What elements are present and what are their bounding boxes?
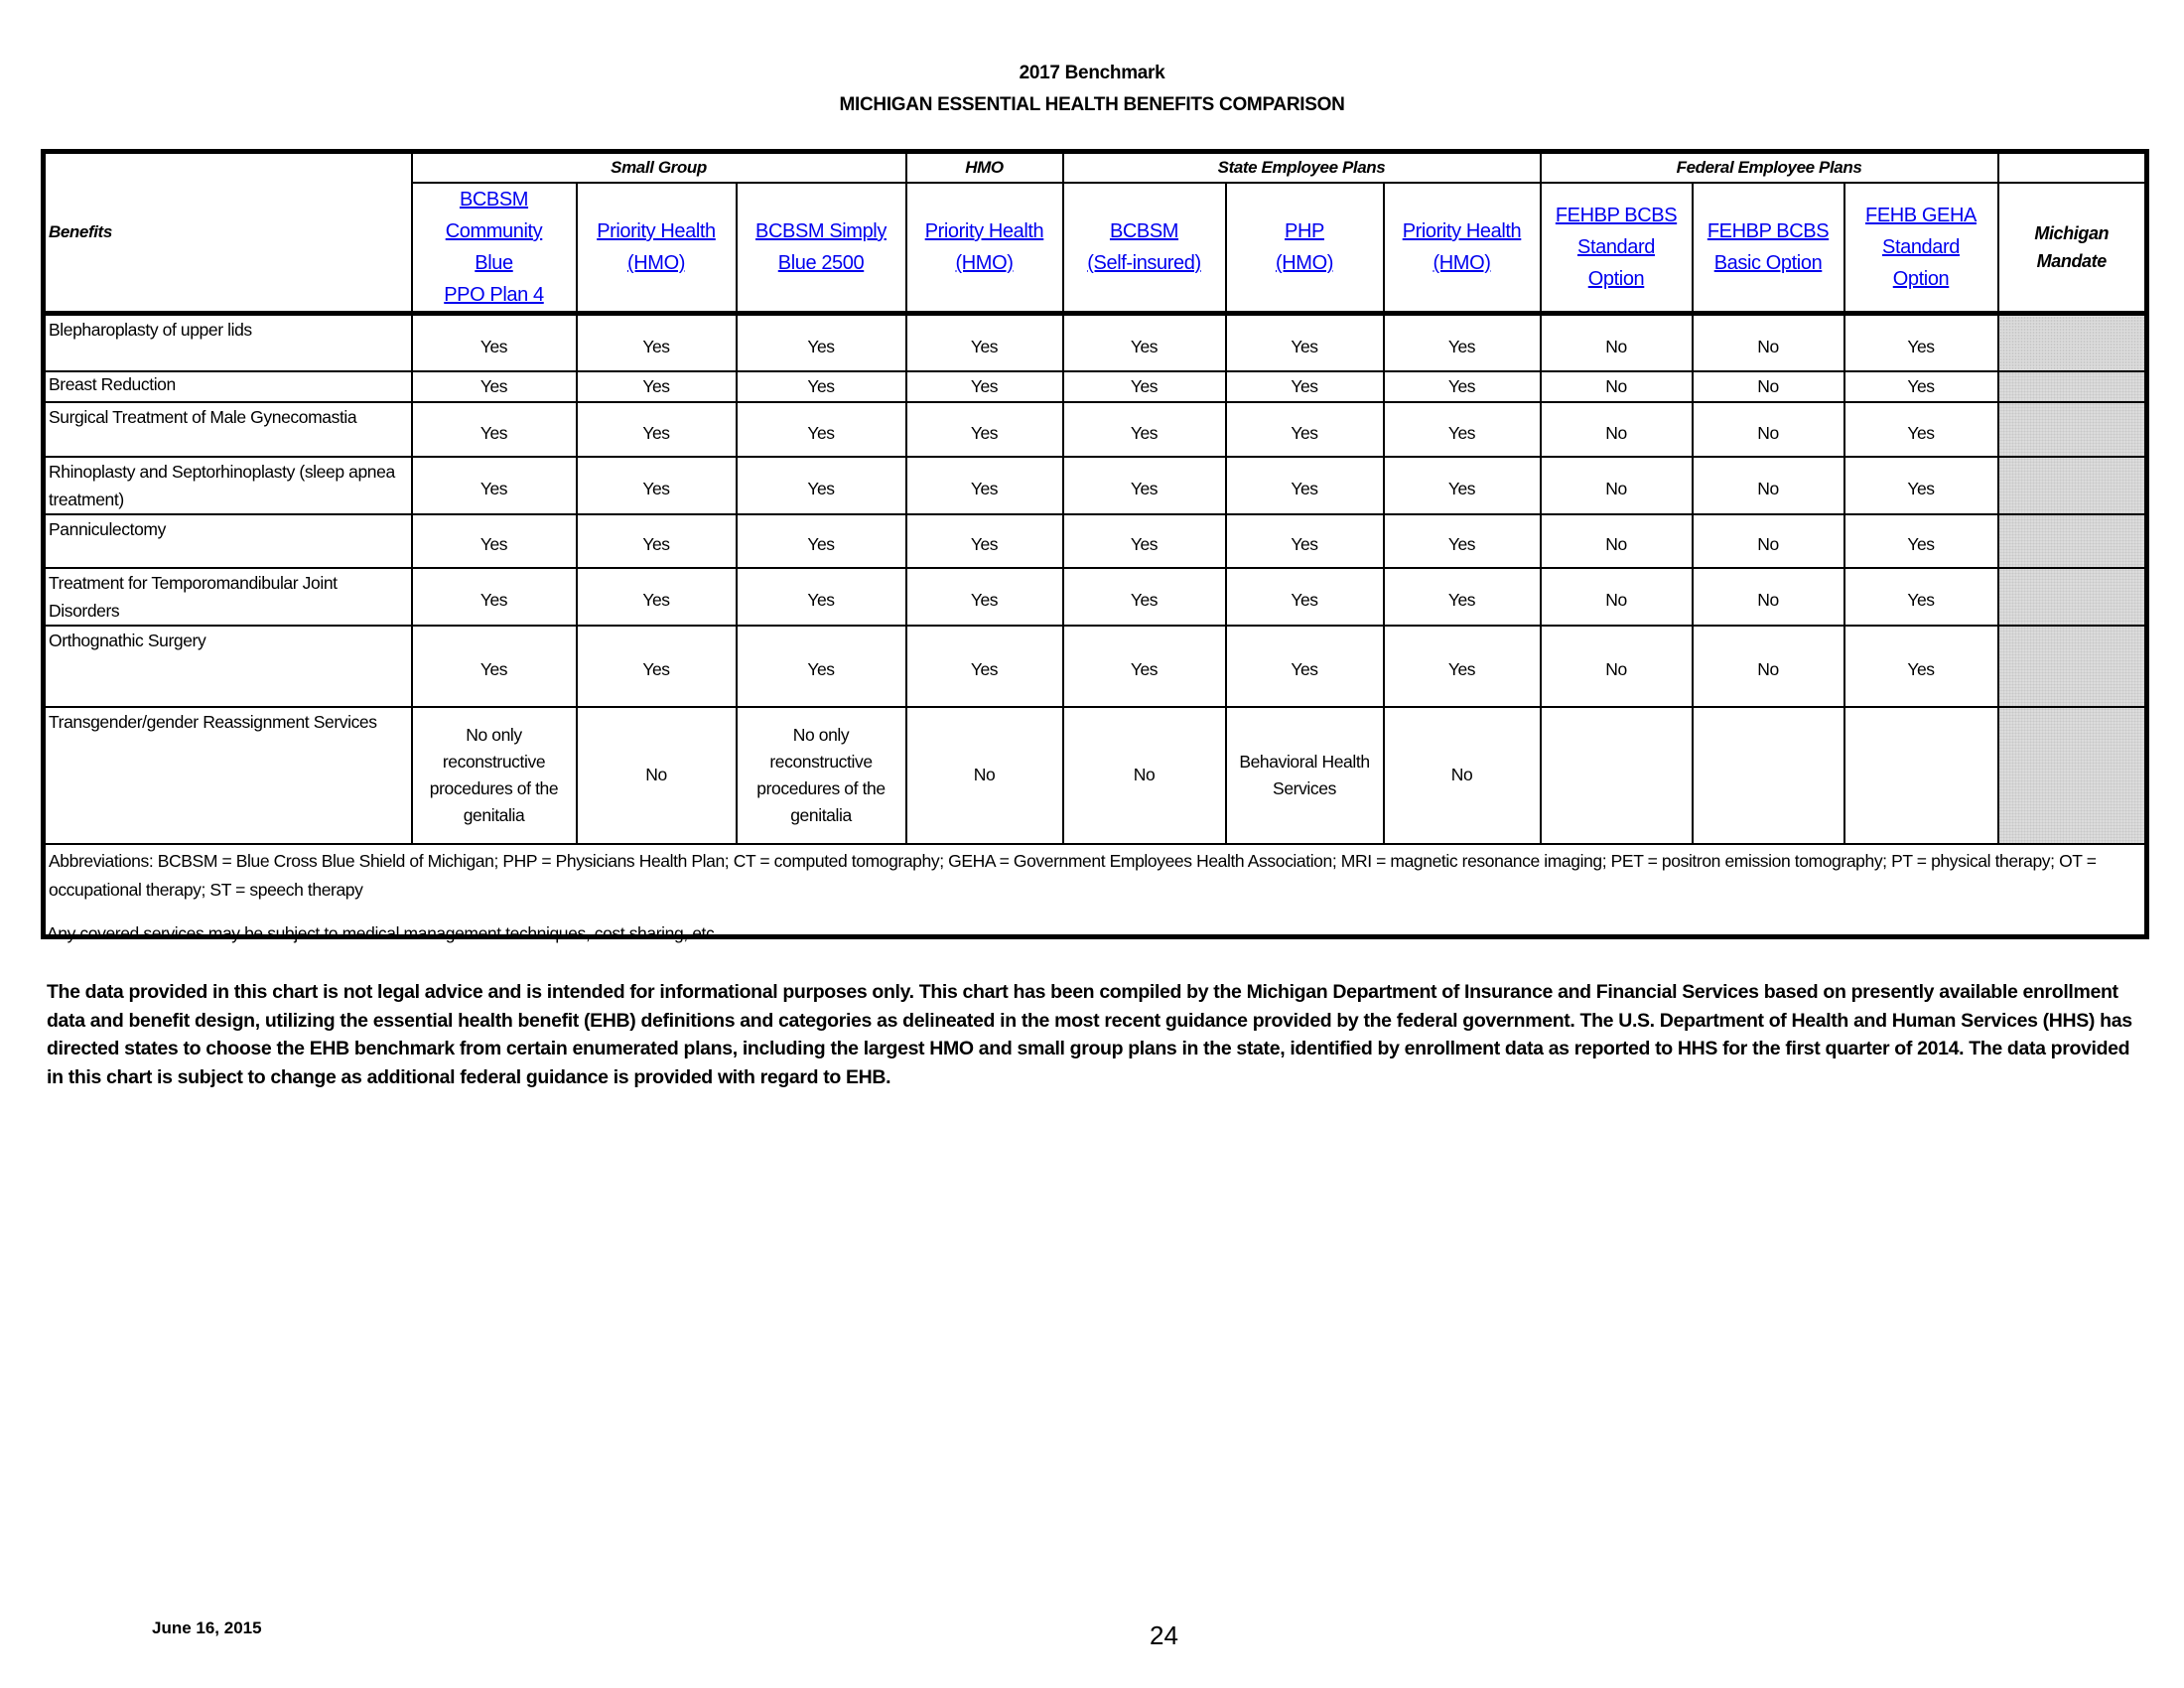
group-small-group: Small Group (412, 152, 906, 184)
coverage-cell: Yes (737, 371, 906, 402)
document-year-title: 2017 Benchmark (1019, 63, 1165, 83)
plan-link[interactable]: (HMO) (955, 252, 1014, 274)
mandate-cell (1998, 568, 2147, 626)
plan-link[interactable]: (HMO) (627, 252, 685, 274)
coverage-cell: No (1693, 402, 1844, 457)
coverage-cell: Yes (412, 314, 577, 371)
coverage-cell: Yes (906, 457, 1063, 514)
coverage-cell: Yes (1844, 314, 1998, 371)
coverage-cell: Yes (906, 514, 1063, 568)
plan-link[interactable]: BCBSM (1109, 220, 1179, 242)
mandate-cell (1998, 707, 2147, 844)
table-row (44, 314, 2147, 371)
coverage-cell: Yes (1226, 371, 1384, 402)
coverage-cell (1693, 707, 1844, 844)
table-row (44, 626, 2147, 707)
coverage-cell: Yes (1063, 314, 1226, 371)
coverage-cell: No (906, 707, 1063, 844)
footer-date: June 16, 2015 (152, 1618, 262, 1637)
plan-link[interactable]: FEHBP BCBS (1555, 205, 1678, 226)
coverage-cell: Yes (737, 402, 906, 457)
plan-link[interactable]: BCBSM Simply (755, 220, 887, 242)
mandate-cell (1998, 402, 2147, 457)
table-row (44, 402, 2147, 457)
plan-link[interactable]: PHP (1285, 220, 1324, 242)
benefits-column-header: Benefits (44, 152, 412, 314)
coverage-cell: No (1541, 626, 1693, 707)
benefit-name: Rhinoplasty and Septorhinoplasty (sleep apnea treatment) (44, 457, 412, 514)
coverage-cell: Yes (1844, 457, 1998, 514)
coverage-cell: Yes (1226, 402, 1384, 457)
coverage-cell (1541, 707, 1693, 844)
coverage-cell: No (1693, 568, 1844, 626)
coverage-cell: Yes (1384, 568, 1541, 626)
coverage-cell: No (1541, 402, 1693, 457)
table-row (44, 371, 2147, 402)
plan-link[interactable]: Blue (475, 252, 513, 274)
coverage-cell: Yes (1844, 568, 1998, 626)
coverage-cell: Yes (577, 402, 737, 457)
coverage-cell: Yes (906, 371, 1063, 402)
coverage-cell: Behavioral Health Services (1226, 707, 1384, 844)
plan-header (1693, 183, 1844, 314)
benefit-name: Surgical Treatment of Male Gynecomastia (44, 402, 412, 457)
plan-header (577, 183, 737, 314)
plan-header (1541, 183, 1693, 314)
michigan-mandate-header (1998, 183, 2147, 314)
document-title: MICHIGAN ESSENTIAL HEALTH BENEFITS COMPARISON (839, 94, 1345, 115)
coverage-cell: Yes (577, 568, 737, 626)
coverage-cell: No (1541, 371, 1693, 402)
plan-link[interactable]: Basic Option (1713, 252, 1823, 274)
coverage-cell: Yes (577, 314, 737, 371)
plan-header (1384, 183, 1541, 314)
coverage-cell: Yes (1844, 402, 1998, 457)
coverage-cell: No only reconstructive procedures of the genitalia (412, 707, 577, 844)
plan-header (737, 183, 906, 314)
benefit-name: Orthognathic Surgery (44, 626, 412, 707)
benefit-name: Blepharoplasty of upper lids (44, 314, 412, 371)
abbreviations-text: Abbreviations: BCBSM = Blue Cross Blue Shield of Michigan; PHP = Physicians Health Plan; CT = computed tomography; GEHA = Government Employees Health Association; MRI = magnetic resonance imaging; PET = positron emission tomography; PT = physical therapy; OT = occupational therapy; ST = speech therapy (44, 844, 2147, 937)
coverage-cell: Yes (412, 371, 577, 402)
coverage-cell: Yes (1063, 371, 1226, 402)
plan-link[interactable]: (HMO) (1276, 252, 1333, 274)
plan-link[interactable]: Option (1587, 268, 1645, 290)
coverage-cell: Yes (412, 626, 577, 707)
coverage-cell: No (1541, 314, 1693, 371)
coverage-cell: Yes (906, 568, 1063, 626)
coverage-cell: Yes (737, 514, 906, 568)
abbreviations-row (44, 844, 2147, 937)
coverage-cell: No (1541, 457, 1693, 514)
coverage-cell: No (577, 707, 737, 844)
coverage-cell: Yes (1384, 314, 1541, 371)
plan-link[interactable]: Option (1892, 268, 1950, 290)
coverage-cell: No (1693, 314, 1844, 371)
coverage-cell: No (1693, 457, 1844, 514)
mandate-cell (1998, 371, 2147, 402)
coverage-cell: Yes (1063, 402, 1226, 457)
plan-link[interactable]: (HMO) (1433, 252, 1491, 274)
plan-link[interactable]: FEHBP BCBS (1706, 220, 1830, 242)
coverage-cell: Yes (577, 457, 737, 514)
benefit-name: Treatment for Temporomandibular Joint Disorders (44, 568, 412, 626)
coverage-cell: Yes (412, 568, 577, 626)
plan-link[interactable]: Blue 2500 (777, 252, 865, 274)
coverage-cell: Yes (1384, 402, 1541, 457)
plan-header (412, 183, 577, 314)
plan-header (1063, 183, 1226, 314)
coverage-cell: Yes (1063, 568, 1226, 626)
table-row (44, 457, 2147, 514)
coverage-cell (1844, 707, 1998, 844)
coverage-cell: No (1384, 707, 1541, 844)
plan-link[interactable]: BCBSM (459, 189, 529, 211)
plan-link[interactable]: PPO Plan 4 (444, 284, 544, 306)
benefits-comparison-table (41, 149, 2149, 939)
benefit-name: Panniculectomy (44, 514, 412, 568)
plan-link[interactable]: FEHB GEHA (1865, 205, 1977, 226)
coverage-cell: Yes (577, 371, 737, 402)
coverage-cell: Yes (1226, 514, 1384, 568)
coverage-cell: Yes (1063, 457, 1226, 514)
coverage-cell: Yes (1063, 514, 1226, 568)
mandate-cell (1998, 626, 2147, 707)
mandate-cell (1998, 514, 2147, 568)
coverage-cell: Yes (412, 514, 577, 568)
coverage-cell: Yes (737, 314, 906, 371)
plan-link[interactable]: (Self-insured) (1087, 252, 1201, 274)
group-hmo: HMO (906, 152, 1063, 184)
group-federal-employee-plans: Federal Employee Plans (1541, 152, 1998, 184)
coverage-cell: Yes (737, 626, 906, 707)
mandate-header-line: Michigan (2034, 223, 2110, 243)
plan-link[interactable]: Priority Health (924, 220, 1044, 242)
benefit-name: Breast Reduction (44, 371, 412, 402)
mandate-cell (1998, 457, 2147, 514)
coverage-cell: Yes (1226, 457, 1384, 514)
plan-header (906, 183, 1063, 314)
coverage-cell: Yes (412, 402, 577, 457)
coverage-cell: Yes (1844, 514, 1998, 568)
coverage-cell: Yes (1384, 371, 1541, 402)
coverage-cell: Yes (1226, 314, 1384, 371)
coverage-cell: Yes (1063, 626, 1226, 707)
plan-link[interactable]: Priority Health (1402, 220, 1522, 242)
coverage-cell: Yes (906, 314, 1063, 371)
coverage-cell: Yes (412, 457, 577, 514)
benefit-name: Transgender/gender Reassignment Services (44, 707, 412, 844)
coverage-cell: No (1693, 626, 1844, 707)
plan-link[interactable]: Community (445, 220, 543, 242)
coverage-cell: No (1063, 707, 1226, 844)
coverage-cell: Yes (1844, 626, 1998, 707)
group-header-row (44, 152, 2147, 184)
plan-link[interactable]: Standard (1577, 236, 1655, 258)
coverage-cell: Yes (906, 402, 1063, 457)
coverage-cell: No (1693, 514, 1844, 568)
coverage-cell: Yes (906, 626, 1063, 707)
legal-disclaimer: The data provided in this chart is not legal advice and is intended for informational purposes only. This chart has been compiled by the Michigan Department of Insurance and Financial Services based on presently available enrollment data and benefit design, utilizing the essential health benefit (EHB) definitions and categories as delineated in the most recent guidance provided by the federal government. The U.S. Department of Health and Human Services (HHS) has directed states to choose the EHB benchmark from certain enumerated plans, including the largest HMO and small group plans in the state, identified by enrollment data as reported to HHS for the first quarter of 2014. The data provided in this chart is subject to change as additional federal guidance is provided with regard to EHB. (47, 981, 2132, 1088)
coverage-cell: Yes (1384, 626, 1541, 707)
coverage-cell: Yes (1384, 514, 1541, 568)
table-row (44, 568, 2147, 626)
coverage-cell: Yes (1384, 457, 1541, 514)
mandate-header-line: Mandate (2036, 251, 2107, 271)
coverage-cell: No (1541, 568, 1693, 626)
plan-link[interactable]: Priority Health (597, 220, 716, 242)
coverage-cell: Yes (577, 626, 737, 707)
coverage-cell: No (1541, 514, 1693, 568)
coverage-cell: Yes (577, 514, 737, 568)
group-state-employee-plans: State Employee Plans (1063, 152, 1541, 184)
mandate-cell (1998, 314, 2147, 371)
coverage-cell: No (1693, 371, 1844, 402)
coverage-cell: Yes (1226, 626, 1384, 707)
coverage-cell: Yes (1226, 568, 1384, 626)
coverage-cell: Yes (737, 457, 906, 514)
plan-header (1844, 183, 1998, 314)
coverage-cell: Yes (1844, 371, 1998, 402)
page-number: 24 (1150, 1620, 1178, 1650)
plan-header (1226, 183, 1384, 314)
table-row (44, 707, 2147, 844)
coverage-cell: No only reconstructive procedures of the genitalia (737, 707, 906, 844)
coverage-cell: Yes (737, 568, 906, 626)
plan-link[interactable]: Standard (1882, 236, 1960, 258)
coverage-note: Any covered services may be subject to medical management techniques, cost sharing, etc. (47, 923, 719, 943)
group-blank (1998, 152, 2147, 184)
table-row (44, 514, 2147, 568)
